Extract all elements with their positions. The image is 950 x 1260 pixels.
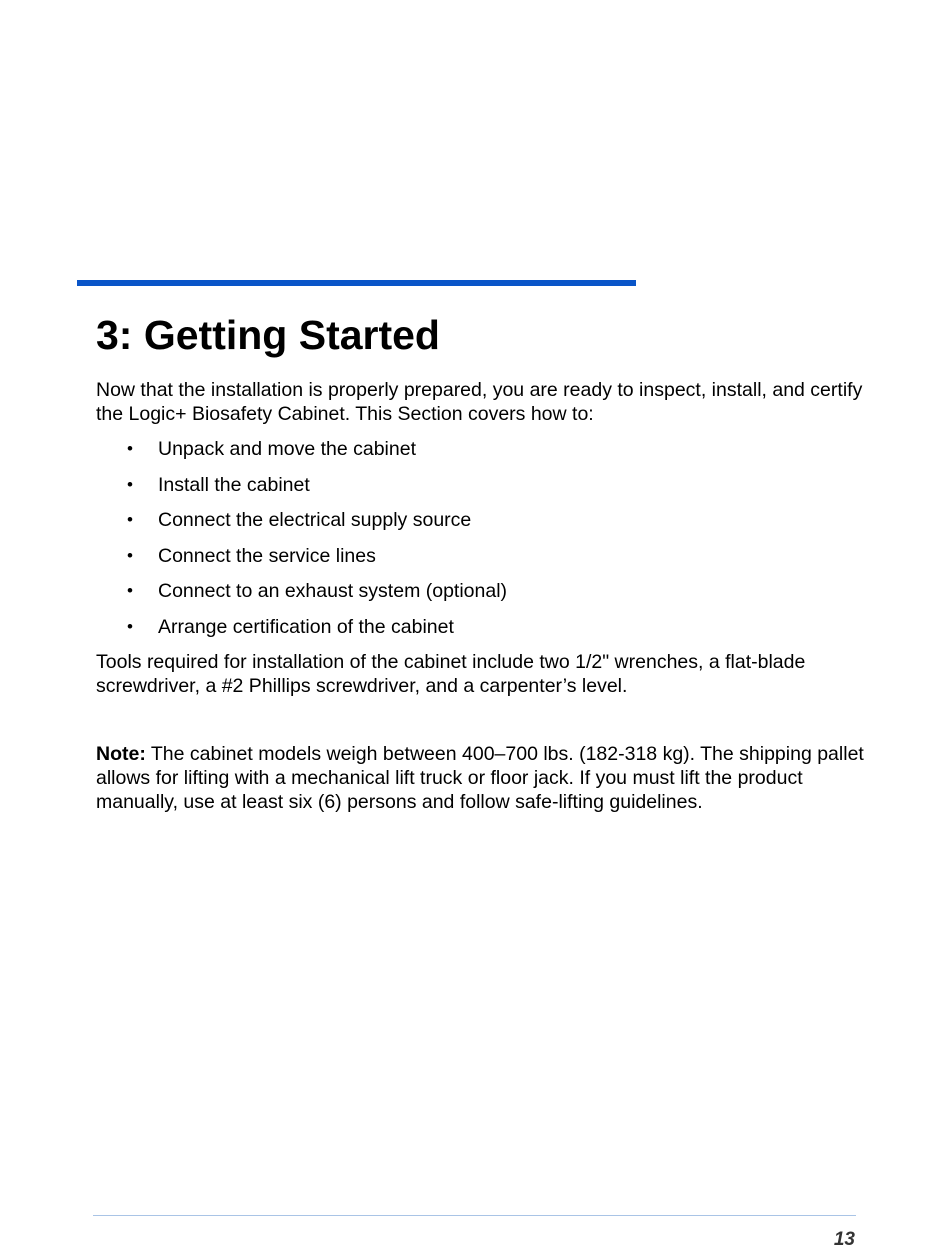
note-label: Note: xyxy=(96,743,146,765)
list-item xyxy=(96,473,876,509)
list-item-text: Connect the service lines xyxy=(158,544,376,567)
bullet-icon: • xyxy=(127,581,133,600)
bullet-icon: • xyxy=(127,474,133,494)
list-item-text: Install the cabinet xyxy=(158,473,310,496)
section-top-rule xyxy=(77,280,636,286)
list-item xyxy=(96,437,876,473)
list-item-text: Arrange certification of the cabinet xyxy=(158,615,454,638)
list-item-text: Connect the electrical supply source xyxy=(158,509,472,531)
list-item xyxy=(96,579,876,615)
note-paragraph xyxy=(96,742,876,814)
bullet-icon: • xyxy=(127,510,133,529)
section-title: 3: Getting Started xyxy=(96,312,440,358)
footer-rule xyxy=(93,1215,856,1216)
list-item-text: Connect to an exhaust system (optional) xyxy=(158,580,508,602)
tools-paragraph: Tools required for installation of the cabinet include two 1/2" wrenches, a flat-blade screwdriver, a #2 Phillips screwdriver, and a carpenter’s level. xyxy=(96,651,806,697)
list-item xyxy=(96,615,876,651)
list-item xyxy=(96,544,876,580)
intro-paragraph: Now that the installation is properly prepared, you are ready to inspect, install, and certify the Logic+ Biosafety Cabinet. This Section covers how to: xyxy=(96,379,863,425)
list-item-text: Unpack and move the cabinet xyxy=(158,438,416,460)
note-text: The cabinet models weigh between 400–700 lbs. (182-318 kg). The shipping pallet allows for lifting with a mechanical lift truck or floor jack. If you must lift the product manually, use at least six (6) persons and follow safe-lifting guidelines. xyxy=(96,743,864,813)
bullet-icon: • xyxy=(127,439,133,458)
bullet-icon: • xyxy=(127,616,133,636)
task-list xyxy=(96,437,876,650)
list-item xyxy=(96,508,876,544)
bullet-icon: • xyxy=(127,545,133,565)
page-number: 13 xyxy=(833,1229,855,1250)
